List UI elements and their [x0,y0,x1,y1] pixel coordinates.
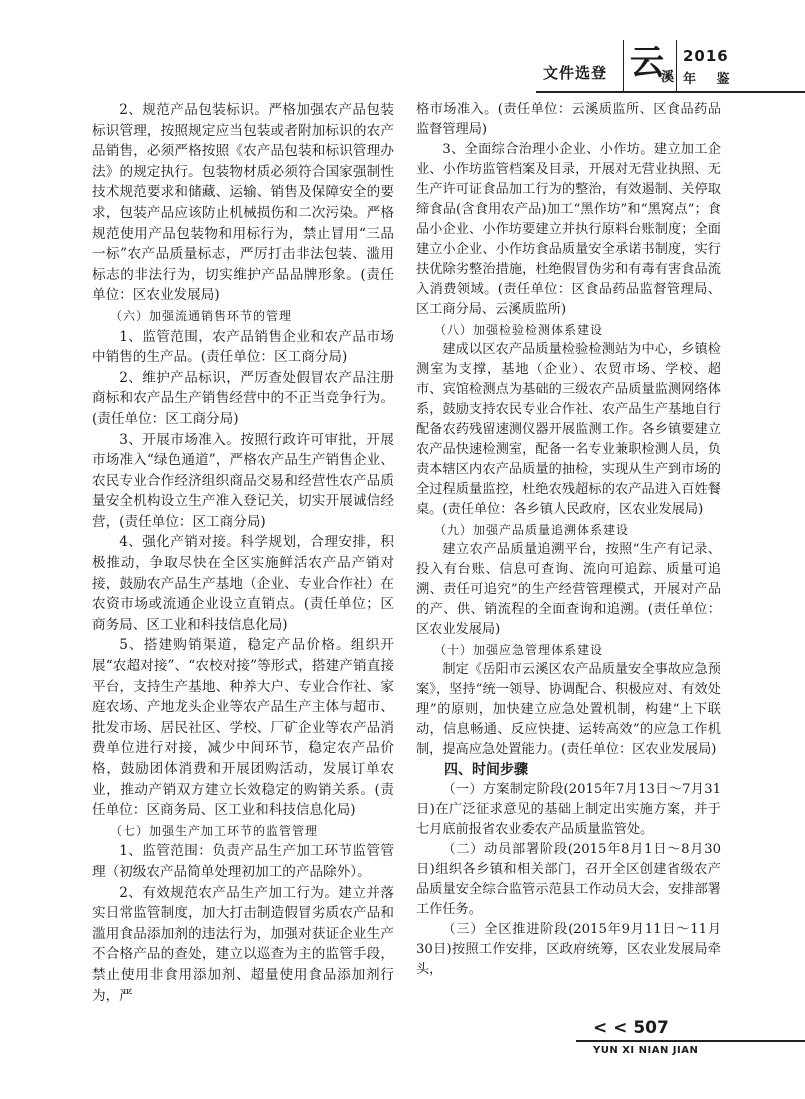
subsection-heading: （九）加强产品质量追溯体系建设 [434,523,630,537]
page-number: < < 507 [593,1018,669,1038]
header-rule [536,91,805,93]
subsection-heading: （十）加强应急管理体系建设 [434,643,604,657]
subsection-heading: （六）加强流通销售环节的管理 [110,308,293,323]
paragraph: 3、开展市场准入。按照行政许可审批，开展市场准入“绿色通道”，严格农产品生产销售企业、农民专业合作经济组织商品交易和经营性农产品质量安全机构设立生产准入登记关，切实开展诚信经营，(责任单位：区工商分局) [92,431,394,530]
paragraph: （一）方案制定阶段(2015年7月13日～7月31日)在广泛征求意见的基础上制定出实施方案，并于七月底前报省农业委农产品质量监管处。 [416,782,721,837]
paragraph: 2、有效规范农产品生产加工行为。建立并落实日常监管制度，加大打击制造假冒劣质农产品和滥用食品添加剂的违法行为，加强对获证企业生产不合格产品的查处，建立以巡查为主的监管手段，禁止使用非食用添加剂、超量使用食品添加剂行为，严 [92,884,394,1004]
subsection-heading: （七）加强生产加工环节的监管管理 [110,823,319,838]
paragraph: 制定《岳阳市云溪区农产品质量安全事故应急预案》，坚持“统一领导、协调配合、积极应对、有效处理”的原则，加快建立应急处置机制，构建“上下联动，信息畅通、反应快捷、运转高效”的应急工作机制，提高应急处置能力。(责任单位：区农业发展局) [416,662,721,757]
yearbook-logo-xi: 溪 [661,70,675,85]
paragraph: 1、监管范围：负责产品生产加工环节监管管理（初级农产品简单处理初加工的产品除外）。 [92,843,394,880]
yearbook-year: 2016 [683,47,729,65]
footer-rule [576,1040,805,1042]
page-header [0,0,805,92]
paragraph: 2、规范产品包装标识。严格加强农产品包装标识管理，按照规定应当包装或者附加标识的农产品销售，必须严格按照《农产品包装和标识管理办法》的规定执行。包装物材质必须符合国家强制性技术规范要求和储藏、运输、销售及保障安全的要求，包装产品应该防止机械损伤和二次污染。严格规范使用产品包装物和用标行为，禁止冒用“三品一标”农产品质量标志，严厉打击非法包装、滥用标志的非法行为，切实维护产品品牌形象。(责任单位：区农业发展局) [92,102,394,304]
subsection-heading: （八）加强检验检测体系建设 [434,323,604,337]
header-divider [623,40,624,92]
right-column [416,100,721,980]
paragraph: （三）全区推进阶段(2015年9月11日～11月30日)按照工作安排，区政府统筹，区农业发展局牵头， [416,922,721,977]
yearbook-label: 年 鉴 [683,72,738,87]
paragraph: （二）动员部署阶段(2015年8月1日～8月30日)组织各乡镇和相关部门，召开全区创建省级农产品质量安全综合监管示范县工作动员大会，安排部署工作任务。 [416,842,721,917]
paragraph: 2、维护产品标识，严厉查处假冒农产品注册商标和农产品生产销售经营中的不正当竞争行为。(责任单位：区工商分局) [92,369,394,427]
section-title: 文件选登 [543,64,608,82]
yearbook-logo-yun: 云 [630,43,664,83]
paragraph: 4、强化产销对接。科学规划，合理安排，积极推动，争取尽快在全区实施鲜活农产品产销对接，鼓励农产品生产基地（企业、专业合作社）在农资市场或流通企业设立直销点。(责任单位；区商务局、区工业和科技信息化局) [92,534,394,633]
paragraph: 3、全面综合治理小企业、小作坊。建立加工企业、小作坊监管档案及目录，开展对无营业执照、无生产许可证食品加工行为的整治，有效遏制、关停取缔食品(含食用农产品)加工“黑作坊”和“黑窝点”；食品小企业、小作坊要建立并执行原料台账制度；全面建立小企业、小作坊食品质量安全承诺书制度，实行扶优除劣整治措施，杜绝假冒伪劣和有毒有害食品流入消费领域。(责任单位：区食品药品监督管理局、区工商分局、云溪质监所) [416,142,721,317]
section-heading: 四、时间步骤 [444,762,528,778]
paragraph-continued: 格市场准入。(责任单位：云溪质监所、区食品药品监督管理局) [416,102,721,137]
paragraph: 5、搭建购销渠道，稳定产品价格。组织开展“农超对接”、“农校对接”等形式，搭建产销直接平台，支持生产基地、种养大户、专业合作社、家庭农场、产地龙头企业等农产品生产主体与超市、批发市场、居民社区、学校、厂矿企业等农产品消费单位进行对接，减少中间环节，稳定农产品价格，鼓励团体消费和开展团购活动，发展订单农业，推动产销双方建立长效稳定的购销关系。(责任单位：区商务局、区工业和科技信息化局) [92,637,394,819]
left-column [92,100,394,1006]
footer-caption: YUN XI NIAN JIAN [593,1045,699,1056]
paragraph: 1、监管范围，农产品销售企业和农产品市场中销售的生产品。(责任单位：区工商分局) [92,328,394,366]
paragraph: 建立农产品质量追溯平台，按照“生产有记录、投入有台账、信息可查询、流向可追踪、质量可追溯、责任可追究”的生产经营管理模式，开展对产品的产、供、销流程的全面查询和追溯。(责任单位：区农业发展局) [416,542,721,637]
header-divider [676,40,677,92]
paragraph: 建成以区农产品质量检验检测站为中心，乡镇检测室为支撑，基地（企业）、农贸市场、学校、超市、宾馆检测点为基础的三级农产品质量监测网络体系，鼓励支持农民专业合作社、农产品生产基地自行配备农药残留速测仪器开展监测工作。各乡镇要建立农产品快速检测室，配备一名专业兼职检测人员，负责本辖区内农产品质量的抽检，实现从生产到市场的全过程质量监控，杜绝农残超标的农产品进入百姓餐桌。(责任单位：各乡镇人民政府，区农业发展局) [416,342,721,517]
